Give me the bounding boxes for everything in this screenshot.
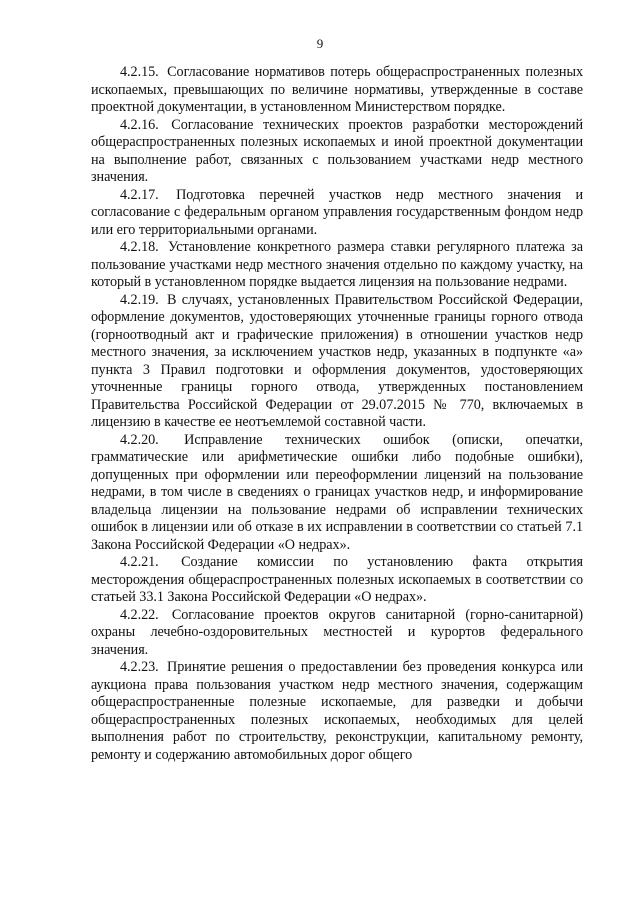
paragraph-text: Согласование проектов округов санитарной (горно-санитарной) охраны лечебно-оздоровительных местностей и курортов федерального значения. (91, 606, 583, 658)
paragraph-4-2-21 (91, 554, 583, 607)
paragraph-number: 4.2.18. (120, 239, 159, 255)
paragraph-number: 4.2.19. (120, 291, 159, 308)
paragraph-text: Согласование нормативов потерь общераспространенных полезных ископаемых, превышающих по величине нормативы, утвержденные в составе проектной документации, в установленном Министерством порядке. (91, 64, 584, 115)
page-number: 9 (316, 36, 324, 51)
paragraph-number: 4.2.20. (120, 431, 159, 448)
document-body (91, 64, 583, 764)
paragraph-text: Создание комиссии по установлению факта открытия месторождения общераспространенных полезных ископаемых в соответствии со статьей 33.1 Закона Российской Федерации «О недрах». (91, 554, 584, 605)
paragraph-4-2-18 (91, 239, 583, 292)
paragraph-text: Принятие решения о предоставлении без проведения конкурса или аукциона права пользования участком недр местного значения, содержащим общераспространенные полезные ископаемые, для разведки и добычи общераспространенных полезных ископаемых, необходимых для целей выполнения работ по строительству, реконструкции, капитальному ремонту, ремонту и содержанию автомобильных дорог общего (91, 659, 584, 763)
paragraph-number: 4.2.22. (120, 606, 159, 623)
paragraph-number: 4.2.23. (120, 659, 159, 675)
paragraph-4-2-15 (91, 64, 583, 117)
paragraph-number: 4.2.15. (120, 64, 159, 80)
paragraph-number: 4.2.21. (120, 554, 159, 570)
paragraph-text: Исправление технических ошибок (описки, опечатки, грамматические или арифметические ошибки либо подобные ошибки), допущенных при оформлении или переоформлении лицензий на пользование недрами, в том числе в сведениях о границах участков недр, и информирование владельца лицензии на пользование недрами об исправлении технических ошибок в лицензии или об отказе в их исправлении в соответствии со статьей 7.1 Закона Российской Федерации «О недрах». (91, 431, 583, 553)
paragraph-4-2-16 (91, 117, 583, 187)
paragraph-4-2-20 (91, 432, 583, 555)
paragraph-4-2-22 (91, 607, 583, 660)
paragraph-text: Согласование технических проектов разработки месторождений общераспространенных полезных ископаемых и иной проектной документации на выполнение работ, связанных с пользованием участками недр местного значения. (91, 116, 583, 185)
paragraph-text: Установление конкретного размера ставки регулярного платежа за пользование участками недр местного значения отдельно по каждому участку, на который в установленном порядке выдается лицензия на пользование недрами. (91, 239, 583, 290)
paragraph-number: 4.2.17. (120, 186, 159, 203)
paragraph-4-2-23 (91, 659, 583, 764)
paragraph-number: 4.2.16. (120, 116, 159, 133)
paragraph-4-2-17 (91, 187, 583, 240)
paragraph-text: В случаях, установленных Правительством Российской Федерации, оформление документов, удостоверяющих уточненные границы горного отвода (горноотводный акт и графические приложения) в отношении участков недр местного значения, за исключением участков недр, указанных в подпункте «а» пункта 3 Правил подготовки и оформления документов, удостоверяющих уточненные границы горного отвода, утвержденных постановлением Правительства Российской Федерации от 29.07.2015 № 770, включаемых в лицензию в качестве ее неотъемлемой составной части. (91, 291, 584, 430)
paragraph-text: Подготовка перечней участков недр местного значения и согласование с федеральным органом управления государственным фондом недр или его территориальными органами. (91, 186, 584, 238)
paragraph-4-2-19 (91, 292, 583, 432)
